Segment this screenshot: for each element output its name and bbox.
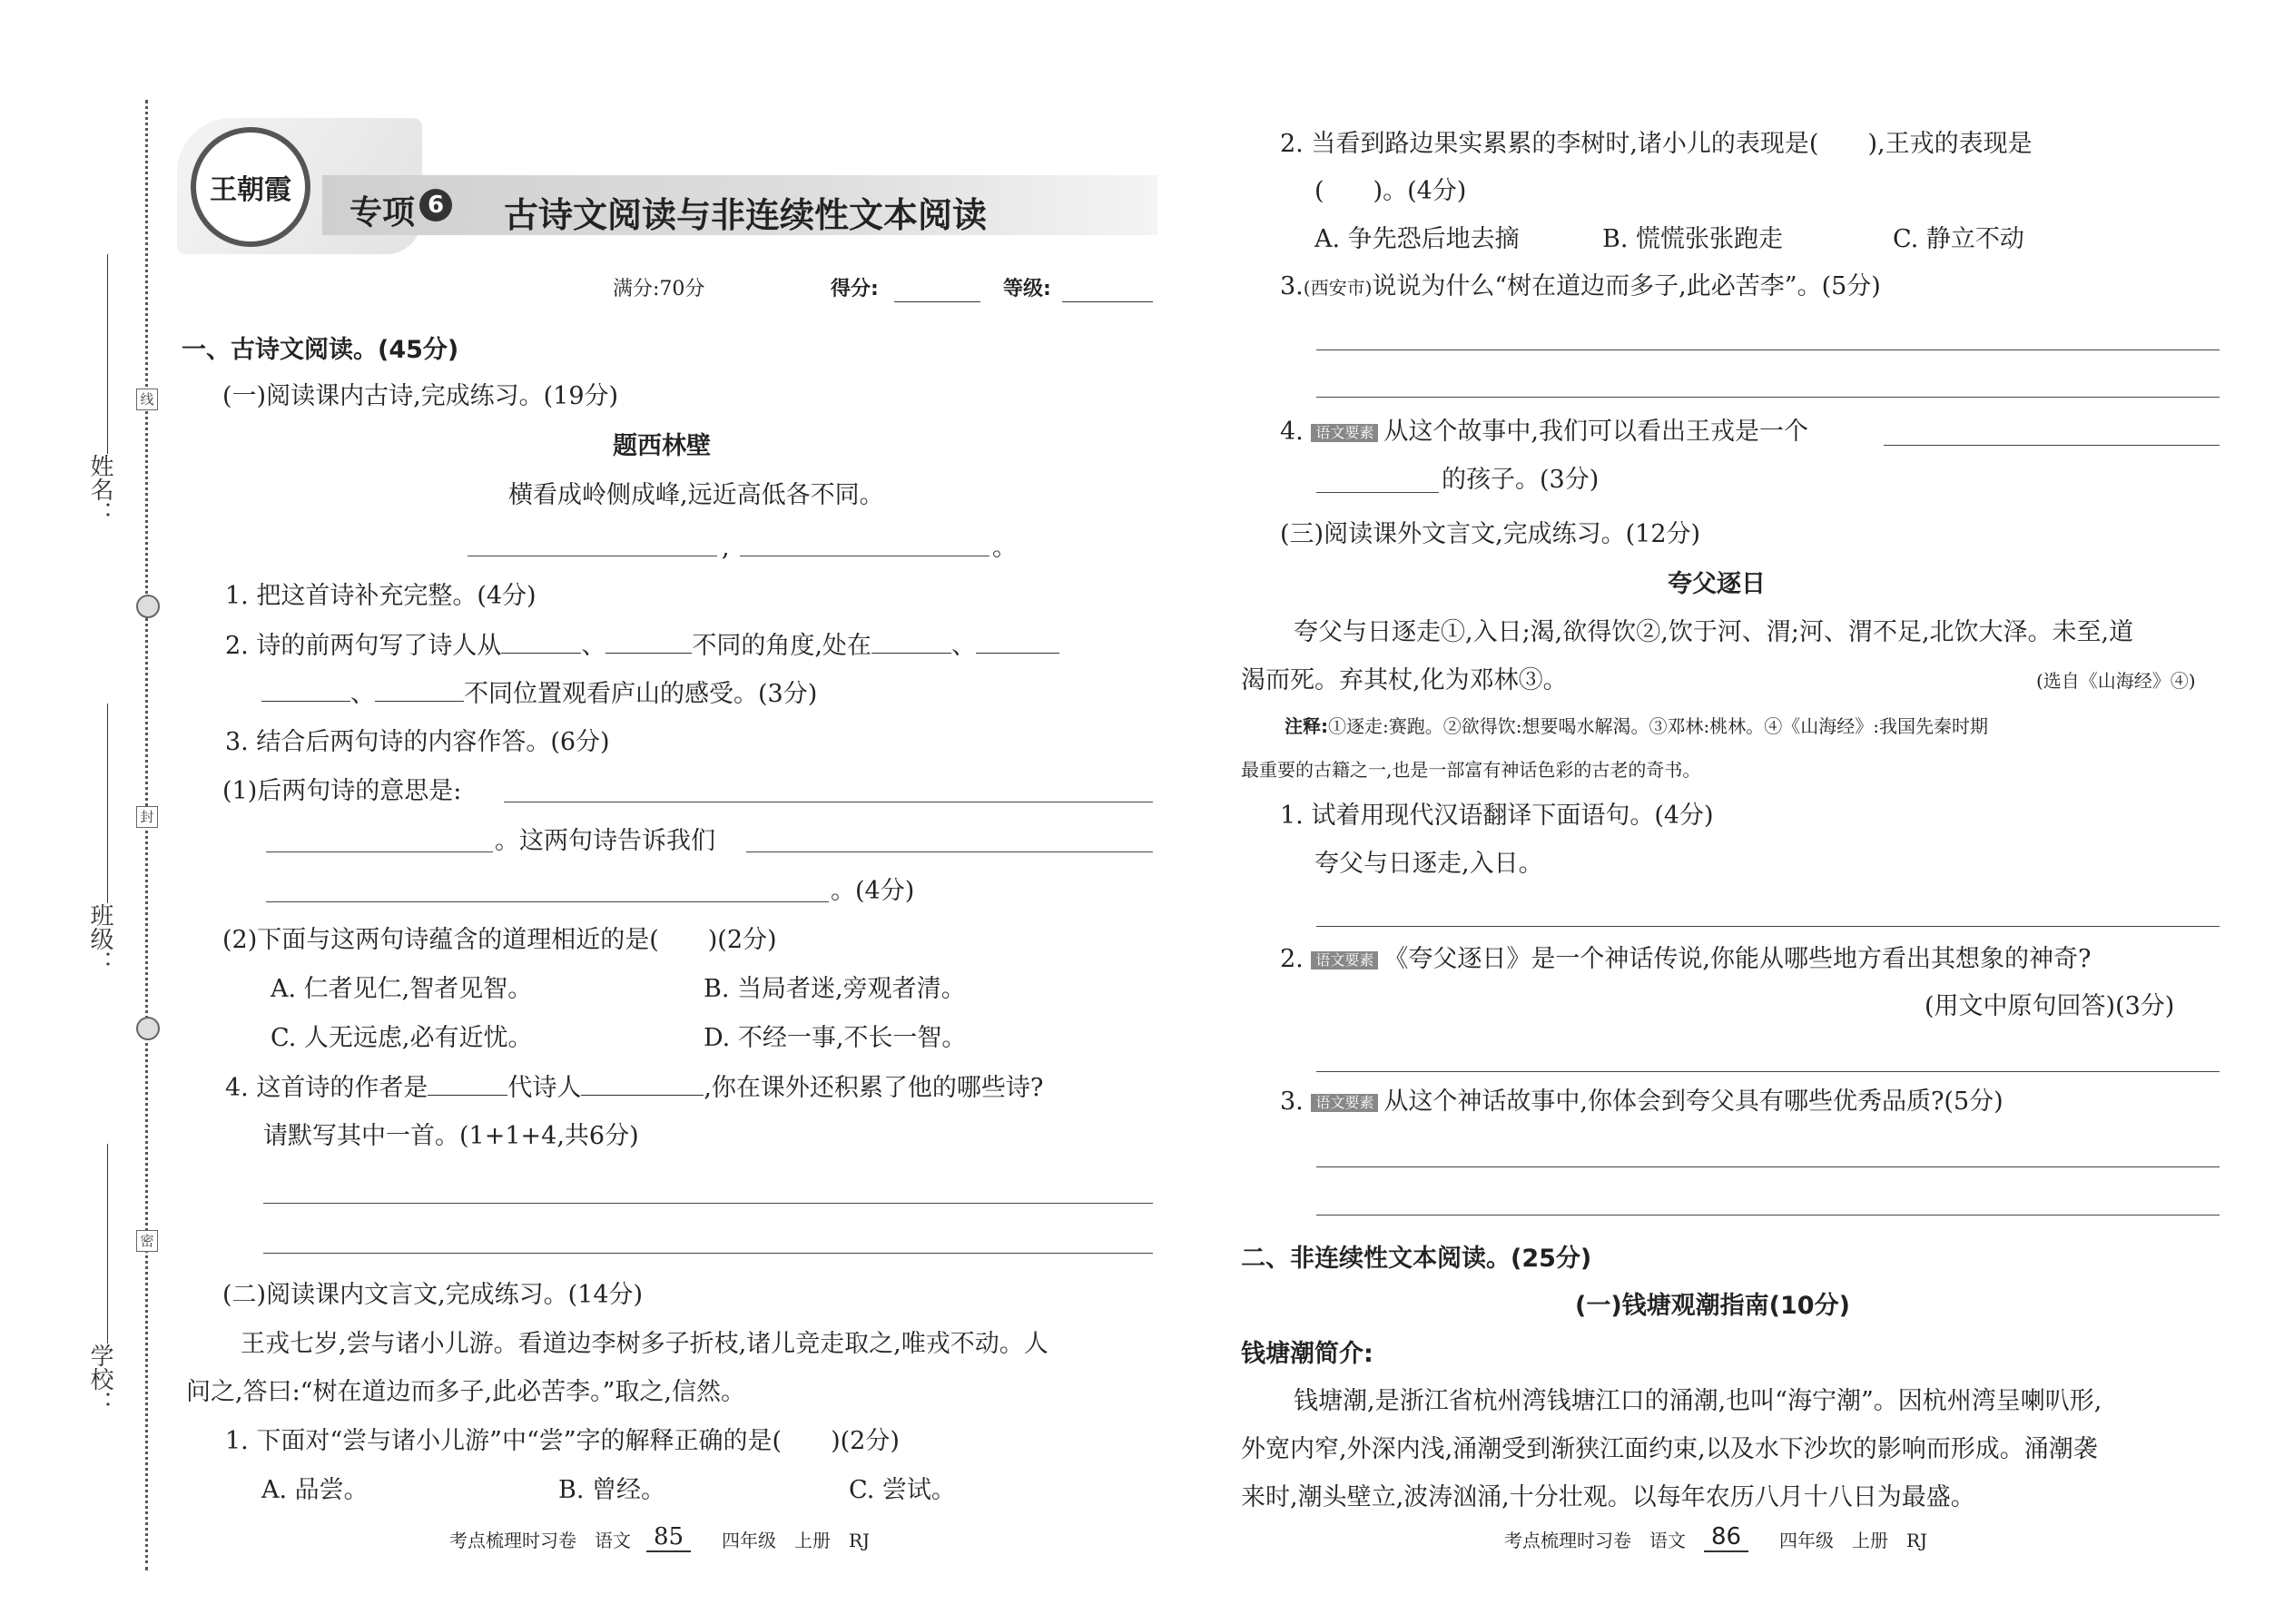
question-3: 3. 结合后两句诗的内容作答。(6分): [225, 728, 610, 756]
q4-answer-line-1: [263, 1203, 1153, 1204]
q4-text-a: 4. 这首诗的作者是: [225, 1074, 428, 1102]
intro-line1: 钱塘潮,是浙江省杭州湾钱塘江口的涌潮,也叫“海宁潮”。因杭州湾呈喇叭形,: [1294, 1387, 2102, 1415]
footer-right-grade: 四年级 上册 RJ: [1779, 1530, 1928, 1551]
q2-text-c: 不同位置观看庐山的感受。(3分): [464, 680, 818, 708]
option-a: A. 仁者见仁,智者见智。: [271, 975, 533, 1003]
p3q3-num: 3.: [1280, 1088, 1304, 1116]
part-3-question-2-line2: (用文中原句回答)(3分): [1925, 992, 2175, 1020]
story-title: 夸父逐日: [1668, 570, 1766, 598]
intro-line2: 外宽内窄,外深内浅,涌潮受到渐狭江面约束,以及水下沙坎的影响而形成。涌潮袭: [1241, 1435, 2098, 1463]
question-2-line1: 2. 诗的前两句写了诗人从 、 不同的角度,处在 、: [225, 633, 1059, 658]
binding-mark-secret: 密: [136, 1230, 158, 1252]
page-number-right: 86: [1704, 1525, 1748, 1552]
score-label: 得分:: [831, 278, 879, 300]
grade-label: 等级:: [1003, 278, 1051, 300]
part-2-question-3: [1280, 274, 1881, 299]
school-line: [107, 1144, 108, 1343]
logo-text: 王朝霞: [210, 174, 291, 206]
q2-blank-6: [375, 681, 464, 702]
story-line1: 夸父与日逐走①,入日;渴,欲得饮②,饮于河、渭;河、渭不足,北饮大泽。未至,道: [1294, 618, 2134, 646]
p2q4-text-a: 从这个故事中,我们可以看出王戎是一个: [1383, 418, 1808, 446]
part-3-question-2-line1: [1280, 947, 2091, 971]
page-title: 古诗文阅读与非连续性文本阅读: [504, 195, 988, 235]
p2q3-answer-line-1: [1316, 349, 2220, 350]
binding-mark-line: 线: [136, 389, 158, 410]
part-2-question-2-line2: ( )。(4分): [1314, 177, 1467, 205]
p2q2-option-b: B. 慌慌张张跑走: [1602, 225, 1784, 253]
option-b: B. 当局者迷,旁观者清。: [704, 975, 966, 1003]
question-4-line2: 请默写其中一首。(1+1+4,共6分): [263, 1122, 639, 1150]
story-line2: 渴而死。弃其杖,化为邓林③。: [1241, 666, 1568, 694]
q2-blank-3: [871, 633, 951, 654]
p3q2-answer-line: [1316, 1071, 2220, 1072]
p3q2-num: 2.: [1280, 945, 1304, 973]
question-3-1: (1)后两句诗的意思是:: [222, 777, 462, 805]
binding-dotted-line: [145, 100, 148, 1570]
poem-line: 横看成岭侧成峰,远近高低各不同。: [508, 481, 884, 509]
class-line: [107, 704, 108, 903]
question-2-line2: 、 不同位置观看庐山的感受。(3分): [261, 681, 817, 706]
q3-1-blank-3: [746, 851, 1153, 852]
p2q4-blank-1: [1884, 445, 2220, 446]
part-1-heading: (一)阅读课内古诗,完成练习。(19分): [222, 382, 619, 410]
p3q2-element-tag: 语文要素: [1311, 951, 1378, 969]
part-2-question-1: 1. 下面对“尝与诸小儿游”中“尝”字的解释正确的是( )(2分): [225, 1427, 900, 1455]
p3q1-sentence: 夸父与日逐走,入日。: [1314, 850, 1543, 878]
notes-line1: [1285, 717, 1988, 735]
part-2-question-4-line1: [1280, 419, 1808, 444]
name-label: 姓名：: [86, 454, 113, 525]
q4-text-c: ,你在课外还积累了他的哪些诗?: [704, 1074, 1044, 1102]
p3q3-answer-line-1: [1316, 1166, 2220, 1167]
school-label: 学校：: [86, 1343, 113, 1414]
page-number-left: 85: [646, 1525, 691, 1552]
footer-left-grade: 四年级 上册 RJ: [722, 1530, 871, 1551]
binding-mark-seal: 封: [136, 806, 158, 828]
p3q3-element-tag: 语文要素: [1311, 1094, 1378, 1112]
p2q4-blank-2: [1316, 492, 1439, 493]
section-1-heading: 一、古诗文阅读。(45分): [182, 336, 459, 364]
material-title: (一)钱塘观潮指南(10分): [1575, 1292, 1850, 1320]
name-line: [107, 254, 108, 454]
notes-line2: 最重要的古籍之一,也是一部富有神话色彩的古老的奇书。: [1241, 759, 1701, 781]
p2q3-answer-line-2: [1316, 397, 2220, 398]
p3q2-text: 《夸父逐日》是一个神话传说,你能从哪些地方看出其想象的神奇?: [1383, 945, 2092, 973]
q4-blank-2: [581, 1075, 704, 1096]
binding-hole-1: [136, 595, 160, 618]
q2-blank-4: [976, 633, 1059, 654]
p2q3-region-tag: (西安市): [1303, 277, 1373, 299]
p2q3-text: 说说为什么“树在道边而多子,此必苦李”。(5分): [1372, 272, 1881, 300]
q4-text-b: 代诗人: [507, 1074, 582, 1102]
passage-2-line2: 问之,答曰:“树在道边而多子,此必苦李。”取之,信然。: [186, 1378, 745, 1406]
part-3-question-3: [1280, 1089, 2004, 1114]
q4-answer-line-2: [263, 1253, 1153, 1254]
p2q3-num: 3.: [1280, 272, 1304, 300]
topic-badge: 6: [419, 189, 452, 221]
poem-comma: ,: [722, 534, 730, 562]
part-2-question-2-line1: 2. 当看到路边果实累累的李树时,诸小儿的表现是( ),王戎的表现是: [1280, 130, 2033, 158]
q3-1-blank-4: [266, 901, 829, 902]
question-3-2: (2)下面与这两句诗蕴含的道理相近的是( )(2分): [222, 926, 777, 954]
section-2-heading: 二、非连续性文本阅读。(25分): [1241, 1245, 1592, 1273]
p2q2-option-c: C. 静立不动: [1893, 225, 2024, 253]
question-4-line1: [225, 1075, 1043, 1100]
p2q1-option-a: A. 品尝。: [261, 1476, 369, 1504]
story-source: (选自《山海经》④): [2036, 670, 2196, 692]
q2-blank-2: [605, 633, 692, 654]
option-c: C. 人无远虑,必有近忧。: [271, 1024, 533, 1052]
topic-prefix: 专项: [350, 194, 416, 231]
class-label: 班级：: [86, 903, 113, 974]
passage-2-line1: 王戎七岁,尝与诸小儿游。看道边李树多子折枝,诸儿竞走取之,唯戎不动。人: [241, 1330, 1049, 1358]
question-1: 1. 把这首诗补充完整。(4分): [225, 582, 537, 610]
binding-hole-2: [136, 1017, 160, 1040]
logo: [191, 127, 310, 247]
intro-label: 钱塘潮简介:: [1241, 1340, 1373, 1368]
part-2-heading: (二)阅读课内文言文,完成练习。(14分): [222, 1281, 644, 1309]
p3q3-answer-line-2: [1316, 1215, 2220, 1216]
notes-text-1: ①逐走:赛跑。②欲得饮:想要喝水解渴。③邓林:桃林。④《山海经》:我国先秦时期: [1328, 715, 1988, 737]
p3q3-text: 从这个神话故事中,你体会到夸父具有哪些优秀品质?(5分): [1383, 1088, 2004, 1116]
q3-1-blank-2: [266, 851, 493, 852]
question-3-1b: 。这两句诗告诉我们: [495, 827, 715, 855]
part-2-question-4-line2: 的孩子。(3分): [1442, 466, 1600, 494]
grade-blank: [1062, 281, 1153, 302]
option-d: D. 不经一事,不长一智。: [704, 1024, 967, 1052]
q2-blank-5: [261, 681, 350, 702]
poem-period: 。: [992, 534, 1017, 562]
full-score: 满分:70分: [613, 278, 705, 300]
question-3-1c: 。(4分): [831, 877, 915, 905]
notes-label: 注释:: [1285, 715, 1328, 737]
q2-text-b: 不同的角度,处在: [692, 632, 871, 660]
part-3-question-1: 1. 试着用现代汉语翻译下面语句。(4分): [1280, 802, 1714, 830]
q2-text-a: 2. 诗的前两句写了诗人从: [225, 632, 502, 660]
p2q4-num: 4.: [1280, 418, 1304, 446]
p2q4-element-tag: 语文要素: [1311, 424, 1378, 442]
part-3-heading: (三)阅读课外文言文,完成练习。(12分): [1280, 520, 1701, 548]
p2q2-option-a: A. 争先恐后地去摘: [1314, 225, 1520, 253]
p3q1-answer-line: [1316, 926, 2220, 927]
q4-blank-1: [428, 1075, 507, 1096]
q2-blank-1: [501, 633, 581, 654]
p2q1-option-b: B. 曾经。: [558, 1476, 666, 1504]
footer-left-series: 考点梳理时习卷 语文: [449, 1530, 631, 1551]
score-blank: [894, 281, 980, 302]
p2q1-option-c: C. 尝试。: [849, 1476, 956, 1504]
poem-title: 题西林壁: [613, 432, 711, 460]
intro-line3: 来时,潮头壁立,波涛汹涌,十分壮观。以每年农历八月十八日为最盛。: [1241, 1483, 1975, 1511]
footer-right-series: 考点梳理时习卷 语文: [1504, 1530, 1686, 1551]
